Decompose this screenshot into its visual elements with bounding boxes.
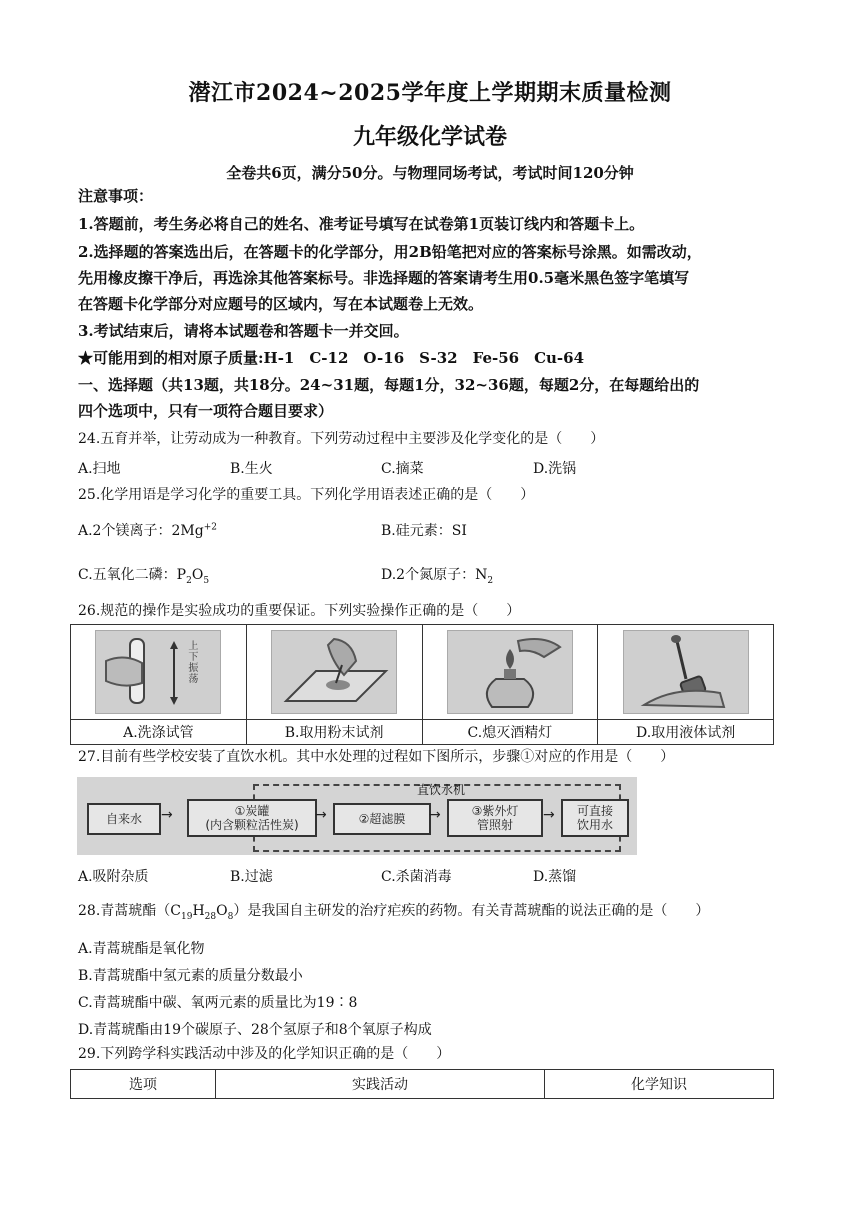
q25-option-c-o: O bbox=[191, 567, 204, 583]
q27-option-b: B.过滤 bbox=[230, 869, 273, 885]
q25-option-c-text: C.五氧化二磷： bbox=[78, 567, 177, 583]
q25-option-c bbox=[78, 564, 209, 586]
q24-stem: 24.五育并举，让劳动成为一种教育。下列劳动过程中主要涉及化学变化的是（ ） bbox=[78, 431, 605, 447]
notes-heading: 注意事项： bbox=[78, 187, 154, 205]
q25-option-b-formula: SI bbox=[451, 523, 467, 539]
q28-option-d: D.青蒿琥酯由19个碳原子、28个氢原子和8个氧原子构成 bbox=[78, 1022, 432, 1038]
q28-c: C bbox=[170, 903, 181, 919]
q25-option-c-p-sub: 2 bbox=[186, 575, 192, 586]
q24-option-a: A.扫地 bbox=[78, 461, 121, 477]
q28-option-b: B.青蒿琥酯中氢元素的质量分数最小 bbox=[78, 968, 303, 984]
flow-machine-label: 直饮水机 bbox=[417, 783, 466, 797]
q26-options-table bbox=[70, 624, 774, 745]
q29-header-option: 选项 bbox=[71, 1070, 216, 1099]
q26-option-b: B.取用粉末试剂 bbox=[246, 720, 422, 745]
q28-stem-post: ）是我国自主研发的治疗疟疾的药物。有关青蒿琥酯的说法正确的是（ ） bbox=[233, 903, 710, 919]
note-item-2-line-1: 2.选择题的答案选出后，在答题卡的化学部分，用2B铅笔把对应的答案标号涂黑。如需改动， bbox=[78, 243, 702, 261]
q26-option-d: D.取用液体试剂 bbox=[598, 720, 774, 745]
q24-option-b: B.生火 bbox=[230, 461, 273, 477]
q27-option-a: A.吸附杂质 bbox=[78, 869, 149, 885]
flow-source-box: 自来水 bbox=[87, 803, 161, 835]
q24-option-d: D.洗锅 bbox=[533, 461, 577, 477]
atomic-mass-line: ★可能用到的相对原子质量:H-1 C-12 O-16 S-32 Fe-56 Cu-64 bbox=[78, 349, 585, 367]
liquid-reagent-image bbox=[623, 630, 749, 714]
exam-subtitle: 九年级化学试卷 bbox=[352, 124, 507, 150]
q25-option-c-p: P bbox=[176, 567, 187, 583]
q25-option-b-text: B.硅元素： bbox=[381, 523, 452, 539]
q28-option-c: C.青蒿琥酯中碳、氧两元素的质量比为19∶8 bbox=[78, 995, 358, 1011]
q25-option-d-text: D.2个氮原子： bbox=[381, 567, 476, 583]
q26-option-c: C.熄灭酒精灯 bbox=[422, 720, 598, 745]
q28-stem bbox=[78, 898, 790, 930]
q26-image-cell-b bbox=[246, 625, 422, 720]
section1-line-1: 一、选择题（共13题，共18分。24~31题，每题1分，32~36题，每题2分，在每题给出的 bbox=[78, 376, 700, 394]
flow-step2-box: ②超滤膜 bbox=[333, 803, 431, 835]
note-item-2-line-2: 先用橡皮擦干净后，再选涂其他答案标号。非选择题的答案请考生用0.5毫米黑色签字笔填写 bbox=[78, 269, 690, 287]
q25-option-d-sub: 2 bbox=[487, 575, 494, 586]
q29-stem: 29.下列跨学科实践活动中涉及的化学知识正确的是（ ） bbox=[78, 1046, 451, 1062]
flow-step1-box bbox=[187, 799, 317, 837]
powder-reagent-image bbox=[271, 630, 397, 714]
q24-option-c: C.摘菜 bbox=[381, 461, 424, 477]
q29-header-activity: 实践活动 bbox=[216, 1070, 545, 1099]
q25-stem: 25.化学用语是学习化学的重要工具。下列化学用语表述正确的是（ ） bbox=[78, 487, 535, 503]
q26-stem: 26.规范的操作是实验成功的重要保证。下列实验操作正确的是（ ） bbox=[78, 603, 521, 619]
q28-o-sub: 8 bbox=[227, 911, 234, 922]
exam-info: 全卷共6页，满分50分。与物理同场考试，考试时间120分钟 bbox=[226, 164, 634, 182]
section1-line-2: 四个选项中，只有一项符合题目要求） bbox=[78, 402, 334, 420]
q26-image-cell-a bbox=[71, 625, 247, 720]
q25-option-a-text: A.2个镁离子： bbox=[78, 523, 172, 539]
flow-result-box bbox=[561, 799, 629, 837]
q25-option-a-formula: 2Mg bbox=[171, 523, 204, 539]
flow-result-line-1: 可直接 bbox=[576, 804, 613, 818]
q29-table bbox=[70, 1069, 774, 1099]
water-treatment-diagram bbox=[77, 777, 637, 855]
q28-h: H bbox=[192, 903, 205, 919]
q26-image-cell-d bbox=[598, 625, 774, 720]
q25-option-c-o-sub: 5 bbox=[203, 575, 210, 586]
note-item-2-line-3: 在答题卡化学部分对应题号的区域内，写在本试题卷上无效。 bbox=[78, 295, 484, 313]
q28-h-sub: 28 bbox=[204, 911, 217, 922]
q25-option-d bbox=[381, 564, 493, 586]
q29-header-knowledge: 化学知识 bbox=[545, 1070, 774, 1099]
q25-option-a bbox=[78, 520, 217, 540]
flow-step3-line-1: ③紫外灯 bbox=[471, 804, 519, 818]
exam-title: 潜江市2024~2025学年度上学期期末质量检测 bbox=[188, 80, 672, 106]
q26-image-cell-c bbox=[422, 625, 598, 720]
flow-step1-line-1: ①炭罐 bbox=[234, 804, 270, 818]
note-item-1: 1.答题前，考生务必将自己的姓名、准考证号填写在试卷第1页装订线内和答题卡上。 bbox=[78, 215, 645, 233]
q28-stem-pre: 28.青蒿琥酯（ bbox=[78, 903, 171, 919]
q25-option-b bbox=[381, 520, 467, 540]
q27-stem: 27.目前有些学校安装了直饮水机。其中水处理的过程如下图所示，步骤①对应的作用是（ ） bbox=[78, 749, 675, 765]
flow-arrow-icon: → bbox=[429, 807, 441, 823]
shake-test-tube-image bbox=[95, 630, 221, 714]
flow-arrow-icon: → bbox=[543, 807, 555, 823]
flow-step3-line-2: 管照射 bbox=[476, 818, 513, 832]
note-item-3: 3.考试结束后，请将本试题卷和答题卡一并交回。 bbox=[78, 322, 409, 340]
q25-option-a-charge: +2 bbox=[203, 522, 217, 533]
q28-c-sub: 19 bbox=[180, 911, 193, 922]
q28-option-a: A.青蒿琥酯是氧化物 bbox=[78, 941, 205, 957]
flow-arrow-icon: → bbox=[161, 807, 173, 823]
q27-option-d: D.蒸馏 bbox=[533, 869, 577, 885]
flow-step1-line-2: (内含颗粒活性炭) bbox=[205, 818, 299, 832]
q25-option-d-formula: N bbox=[475, 567, 488, 583]
shake-label: 上下振荡 bbox=[188, 641, 199, 685]
flow-result-line-2: 饮用水 bbox=[576, 818, 613, 832]
q27-option-c: C.杀菌消毒 bbox=[381, 869, 452, 885]
alcohol-lamp-image bbox=[447, 630, 573, 714]
flow-step3-box bbox=[447, 799, 543, 837]
flow-arrow-icon: → bbox=[315, 807, 327, 823]
q26-option-a: A.洗涤试管 bbox=[71, 720, 247, 745]
q28-o: O bbox=[216, 903, 228, 919]
